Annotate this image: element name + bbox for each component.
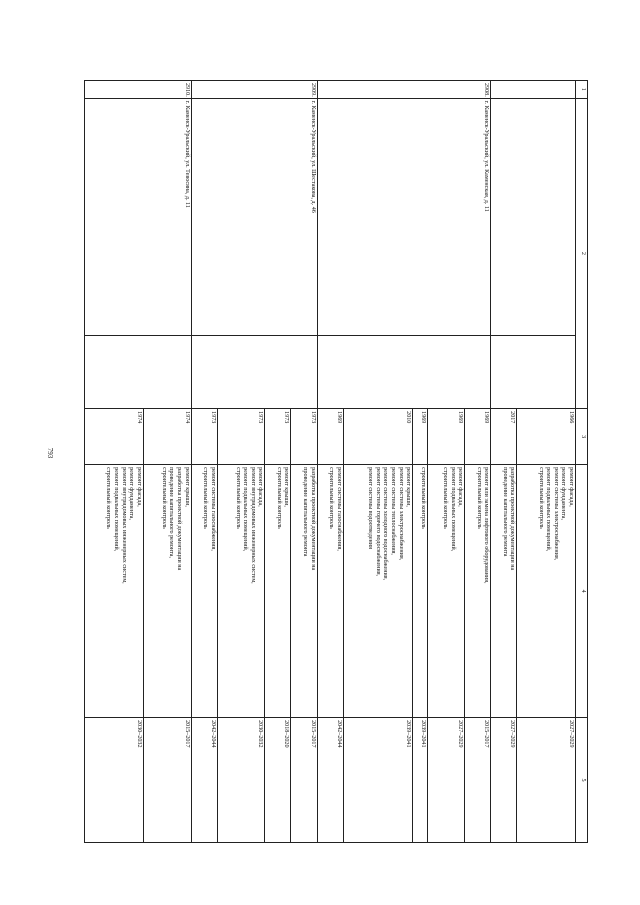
- work-types: [413, 465, 428, 718]
- work-item: строительный контроль: [234, 467, 241, 529]
- work-item: ремонт крыши,: [283, 467, 290, 507]
- work-item: ремонт системы теплоснабжения,: [389, 467, 396, 555]
- work-item: ремонт системы водоотведения: [367, 467, 374, 549]
- work-item: проведение капитального ремонта: [501, 467, 508, 557]
- work-item: ремонт подвальных помещений,: [242, 467, 249, 552]
- work-types: [317, 465, 343, 718]
- work-item: ремонт подвальных помещений,: [113, 467, 119, 552]
- planned-period: 2042–2044: [317, 718, 343, 843]
- work-item: ремонт системы горячего водоснабжения,: [374, 467, 381, 577]
- page-number: 793: [46, 447, 54, 459]
- work-item: ремонт фасада,: [257, 467, 264, 507]
- planned-period: 2027–2029: [428, 718, 465, 843]
- work-item: проведение капитального ремонта,: [168, 467, 175, 558]
- row-number: 2908.: [317, 81, 491, 99]
- table-row: [465, 81, 491, 843]
- work-item: ремонт фундамента,: [128, 467, 135, 520]
- work-item: ремонт внутридомовых инженерных систем,: [249, 467, 256, 584]
- row-number: 2909.: [191, 81, 317, 99]
- commissioning-year: 1966: [517, 409, 576, 465]
- house-address: г. Каменск-Уральский, ул. Каменская, д. 11: [317, 98, 491, 335]
- planned-period: 2042–2044: [191, 718, 217, 843]
- work-types: [343, 465, 413, 718]
- work-item: ремонт фундамента,: [560, 467, 567, 520]
- work-types: [291, 465, 317, 718]
- work-types: [465, 465, 491, 718]
- house-address: [491, 98, 576, 335]
- table-row: [143, 81, 191, 843]
- work-types: [265, 465, 291, 718]
- commissioning-year: 1969: [413, 409, 428, 465]
- work-item: строительный контроль: [537, 467, 544, 529]
- table-row: [291, 81, 317, 843]
- commissioning-year: 1973: [191, 409, 217, 465]
- table-body: [85, 81, 576, 843]
- work-item: ремонт системы газоснабжения,: [209, 467, 216, 551]
- planned-period: 2015–2017: [291, 718, 317, 843]
- planned-period: 2039–2041: [343, 718, 413, 843]
- col-header-4: 4: [576, 465, 588, 718]
- work-item: строительный контроль: [475, 467, 482, 529]
- work-item: ремонт фасада,: [135, 467, 142, 507]
- commissioning-year: 1973: [217, 409, 265, 465]
- house-address: г. Каменск-Уральский, ул. Шестакова, д. 46: [191, 98, 317, 335]
- work-item: ремонт системы электроснабжения,: [552, 467, 559, 561]
- work-types: [428, 465, 465, 718]
- work-item: ремонт подвальных помещений,: [449, 467, 456, 552]
- planned-period: 2039–2041: [413, 718, 428, 843]
- work-item: разработка проектной документации на: [309, 467, 316, 571]
- commissioning-year: 2010: [343, 409, 413, 465]
- planned-period: 2015–2017: [143, 718, 191, 843]
- work-types: [491, 465, 517, 718]
- work-item: ремонт крыши,: [405, 467, 412, 507]
- spacer-cell: [85, 335, 192, 409]
- work-item: строительный контроль: [160, 467, 167, 529]
- work-item: строительный контроль: [420, 467, 427, 529]
- commissioning-year: 1969: [428, 409, 465, 465]
- col-header-1: 1: [576, 81, 588, 99]
- planned-period: 2015–2017: [465, 718, 491, 843]
- work-item: ремонт или замена лифтового оборудования,: [483, 467, 490, 584]
- planned-period: 2027–2029: [491, 718, 517, 843]
- work-item: строительный контроль: [275, 467, 282, 529]
- work-types: [191, 465, 217, 718]
- work-types: [217, 465, 265, 718]
- row-number: 2910.: [85, 81, 192, 99]
- work-item: ремонт фасада,: [457, 467, 464, 507]
- spacer-cell: [317, 335, 491, 409]
- work-item: ремонт внутридомовых инженерных систем,: [120, 467, 127, 584]
- work-item: ремонт крыши,: [183, 467, 190, 507]
- planned-period: 2030–2032: [85, 718, 144, 843]
- spacer-cell: [491, 335, 576, 409]
- column-number-row: [576, 81, 588, 843]
- col-header-3: 3: [576, 409, 588, 465]
- work-item: строительный контроль: [202, 467, 209, 529]
- work-item: строительный контроль: [105, 467, 112, 529]
- planned-period: 2018–2020: [265, 718, 291, 843]
- work-item: строительный контроль: [442, 467, 449, 529]
- work-types: [85, 465, 144, 718]
- commissioning-year: 1973: [291, 409, 317, 465]
- spacer-cell: [191, 335, 317, 409]
- commissioning-year: 1974: [85, 409, 144, 465]
- work-item: разработка проектной документации на: [509, 467, 516, 571]
- work-item: строительный контроль: [327, 467, 334, 529]
- planned-period: 2027–2029: [517, 718, 576, 843]
- work-item: ремонт фасада,: [568, 467, 574, 507]
- table-row: [517, 81, 576, 843]
- commissioning-year: 1973: [265, 409, 291, 465]
- work-types: [143, 465, 191, 718]
- col-header-5: 5: [576, 718, 588, 843]
- repair-schedule-table: [84, 80, 588, 843]
- row-number: [491, 81, 576, 99]
- commissioning-year: 1969: [465, 409, 491, 465]
- work-item: ремонт системы холодного водоснабжения,: [382, 467, 389, 581]
- work-item: ремонт подвальных помещений,: [545, 467, 552, 552]
- work-item: проведение капитального ремонта: [301, 467, 308, 557]
- rotated-page: [84, 80, 588, 843]
- house-address: г. Каменск-Уральский, ул. Тевосяна, д. 11: [85, 98, 192, 335]
- planned-period: 2030–2032: [217, 718, 265, 843]
- commissioning-year: 1974: [143, 409, 191, 465]
- work-item: ремонт системы газоснабжения,: [335, 467, 342, 551]
- commissioning-year: 1969: [317, 409, 343, 465]
- work-item: ремонт системы электроснабжения,: [397, 467, 404, 561]
- work-item: разработка проектной документации на: [175, 467, 182, 571]
- commissioning-year: 2017: [491, 409, 517, 465]
- col-header-2: 2: [576, 98, 588, 409]
- work-types: [517, 465, 576, 718]
